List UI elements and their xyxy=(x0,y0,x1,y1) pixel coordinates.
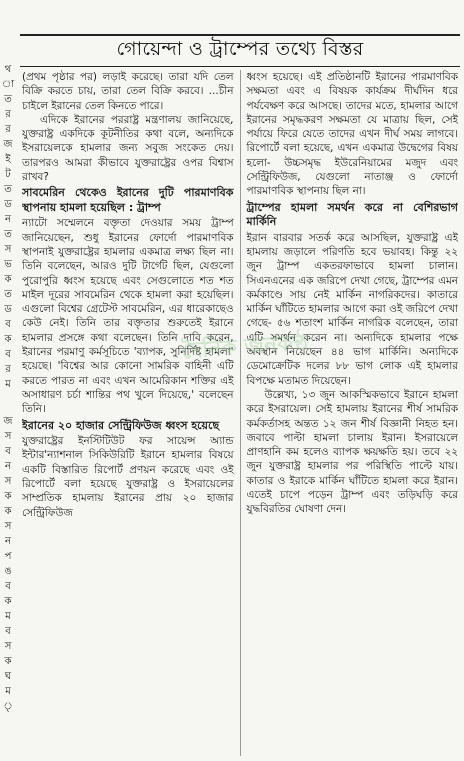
strip-glyph: ক xyxy=(4,656,12,667)
strip-glyph: ক xyxy=(4,274,12,285)
paragraph: উল্লেখ্য, ১৩ জুন আকস্মিকভাবে ইরানে হামলা করে ইসরায়েল। সেই হামলায় ইরানের শীর্ষ সামরিক কর্মকর্তাসহ অন্তত ১২ জন শীর্ষ বিজ্ঞানী নিহত হন। জবাবে পাল্টা হামলা চালায় ইরান। ইসরায়েলে প্রাণহানি কম হলেও ব্যাপক ক্ষয়ক্ষতি হয়। তবে ২২ জুন যুক্তরাষ্ট্র হামলার পর পরিস্থিতি পাল্টে যায়। কাতার ও ইরাকে মার্কিন ঘাঁটিতে হামলা করে ইরান। এতেই চাপে পড়েন ট্রাম্প এবং তড়িঘড়ি করে যুদ্ধবিরতির ঘোষণা দেন। xyxy=(246,388,458,516)
strip-gap xyxy=(0,392,16,414)
strip-glyph: স xyxy=(4,431,12,442)
strip-glyph: ত xyxy=(4,184,12,195)
paragraph: এদিকে ইরানের পররাষ্ট্র মন্ত্রণালয় জানিয়েছে, যুক্তরাষ্ট্র একদিকে কূটনীতির কথা বলে, অন্যদিকে ইসরায়েলকে হামলার জন্য সবুজ সংকেত দেয়। তারপরও আমরা কীভাবে যুক্তরাষ্ট্রের ওপর বিশ্বাস রাখব? xyxy=(22,113,234,184)
strip-glyph: ম xyxy=(5,379,11,390)
strip-glyph: র xyxy=(5,364,11,375)
left-column xyxy=(22,70,240,756)
strip-glyph: স xyxy=(4,476,12,487)
paragraph: ধ্বংস হয়েছে। এই প্রতিষ্ঠানটি ইরানের পারমাণবিক সক্ষমতা এবং এ বিষয়ক কার্যক্রম দীর্ঘদিন ধরে পর্যবেক্ষণ করে আসছে। তাদের মতে, হামলার আগে ইরানের সমৃদ্ধকরণ সক্ষমতা যে মাত্রায় ছিল, সেই পর্যায়ে ফিরে যেতে তাদের এখন দীর্ঘ সময় লাগবে। রিপোর্টে বলা হয়েছে, এখন একমাত্র উদ্বেগের বিষয় হলো- উচ্চসমৃদ্ধ ইউরেনিয়ামের মজুদ এবং সেন্ট্রিফিউজ, যেগুলো নাতাঞ্জ ও ফোর্দো পারমাণবিক স্থাপনায় ছিল না। xyxy=(246,71,458,198)
strip-glyph: ব xyxy=(5,626,11,637)
strip-glyph: ই xyxy=(5,154,11,165)
strip-glyph: ঘ xyxy=(4,671,12,682)
subheading: ট্রাম্পের হামলা সমর্থন করে না বেশিরভাগ মার্কিনি xyxy=(246,200,458,229)
subheading: সাবমেরিন থেকেও ইরানের দুটি পারমাণবিক স্থাপনায় হামলা হয়েছিল : ট্রাম্প xyxy=(22,186,234,214)
strip-glyph: প xyxy=(4,551,12,562)
strip-glyph: ম xyxy=(5,611,11,622)
strip-glyph: ড xyxy=(4,199,12,210)
strip-glyph: ন xyxy=(5,536,11,547)
strip-glyph: ক xyxy=(4,506,12,517)
strip-glyph: ব xyxy=(5,349,11,360)
article-body xyxy=(22,70,458,756)
headline-bar xyxy=(20,34,460,67)
strip-glyph: ন xyxy=(5,461,11,472)
strip-glyph: র xyxy=(5,109,11,120)
strip-glyph: ট xyxy=(5,169,11,180)
strip-glyph: ব xyxy=(5,319,11,330)
strip-glyph: র xyxy=(5,124,11,135)
subheading: ইরানের ২০ হাজার সেন্ট্রিফিউজ ধ্বংস হয়েছে xyxy=(22,418,220,432)
strip-glyph: স xyxy=(4,244,12,255)
strip-glyph: া xyxy=(1,79,15,90)
strip-glyph: ক xyxy=(4,596,12,607)
strip-glyph: স xyxy=(4,521,12,532)
paragraph: (প্রথম পৃষ্ঠার পর) লড়াই করেছে। তারা যদি তেল বিক্রি করতে চায়, তারা তেল বিক্রি করবে। ...চীন চাইলে ইরানের তেল কিনতে পারে। xyxy=(22,71,234,112)
strip-glyph: ত xyxy=(4,229,12,240)
strip-glyph: ভ xyxy=(4,259,12,270)
paragraph: যুক্তরাষ্ট্রের ইনস্টিটিউট ফর সায়েন্স অ্যান্ড ইন্টার'ন্যাশনাল সিকিউরিটি ইরানে হামলার বিষয়ে একটি বিস্তারিত রিপোর্ট প্রণয়ন করেছে এবং ওই রিপোর্টে বলা হয়েছে যুক্তরাষ্ট্র ও ইসরায়েলের সাম্প্রতিক হামলায় ইরানের প্রায় ২০ হাজার সেন্ট্রিফিউজ xyxy=(22,435,234,519)
strip-glyph: ব xyxy=(5,581,11,592)
strip-glyph: ৃ xyxy=(3,701,13,712)
strip-glyph: ত xyxy=(4,94,12,105)
strip-glyph: ক xyxy=(4,334,12,345)
paragraph: ইরান বারবার সতর্ক করে আসছিল, যুক্তরাষ্ট্র এই হামলায় জড়ালে পরিণতি হবে ভয়াবহ। কিন্তু ২২ জুন ট্রাম্প একতরফাভাবে হামলা চালান। সিএনএনের এক জরিপে দেখা গেছে, ট্রাম্পের এমন কর্মকাণ্ডে সায় নেই মার্কিন নাগরিকদের। কাতারে মার্কিন ঘাঁটিতে হামলার আগে করা ওই জরিপে দেখা গেছে- ৫৬ শতাংশ মার্কিন নাগরিক বলেছেন, তারা এটি সমর্থন করেন না। অন্যদিকে হামলার পক্ষে অবস্থান নিয়েছেন ৪৪ ভাগ মার্কিনি। অন্যদিকে ডেমোক্রেটিক দলের ৮৮ ভাগ লোক এই হামলার বিপক্ষে মতামত দিয়েছেন। xyxy=(246,231,458,387)
strip-glyph: ব xyxy=(5,446,11,457)
strip-glyph: স xyxy=(4,641,12,652)
paragraph: ন্যাটো সম্মেলনে বক্তৃতা দেওয়ার সময় ট্রাম্প জানিয়েছেন, শুধু ইরানের ফোর্দো পারমাণবিক স্থাপনাই যুক্তরাষ্ট্রের হামলার একমাত্র লক্ষ্য ছিল না। তিনি বলেছেন, আরও দুটি টার্গেট ছিল, যেগুলো পুরোপুরি ধ্বংস হয়েছে এবং সেগুলোতে শত শত মাইল দূরের সাবমেরিন থেকে হামলা করা হয়েছিল। এগুলো বিশ্বের গ্রেটেস্ট সাবমেরিন, এর ধারেকাছেও কেউ নেই। তিনি তার বক্তৃতার শুরুতেই ইরানে হামলার প্রসঙ্গে কথা বলেছেন। তিনি দাবি করেন, ইরানের পরমাণু কর্মসূচিতে 'ব্যাপক, সুনির্দিষ্ট হামলা' হয়েছে। 'বিশ্বের আর কোনো সামরিক বাহিনী এটি করতে পারত না এবং এখন আমেরিকান শক্তির এই অসাধারণ চর্চা শান্তির পথ খুলে দিয়েছে,' বলেছেন তিনি। xyxy=(22,217,234,416)
strip-glyph: ড xyxy=(4,304,12,315)
headline: গোয়েন্দা ও ট্রাম্পের তথ্যে বিস্তর xyxy=(116,38,364,60)
strip-glyph: ন xyxy=(5,214,11,225)
strip-glyph: জ xyxy=(3,416,13,427)
strip-glyph: ঙ xyxy=(4,566,12,577)
strip-glyph: ম xyxy=(5,686,11,697)
watermark: দৈনিক জনকণ্ঠ xyxy=(180,330,309,365)
strip-glyph: জ xyxy=(3,139,13,150)
strip-glyph: ত xyxy=(4,289,12,300)
strip-glyph: ক xyxy=(4,491,12,502)
adjacent-column-fragment xyxy=(0,62,16,752)
strip-glyph: থ xyxy=(4,64,12,75)
right-column xyxy=(240,70,459,756)
